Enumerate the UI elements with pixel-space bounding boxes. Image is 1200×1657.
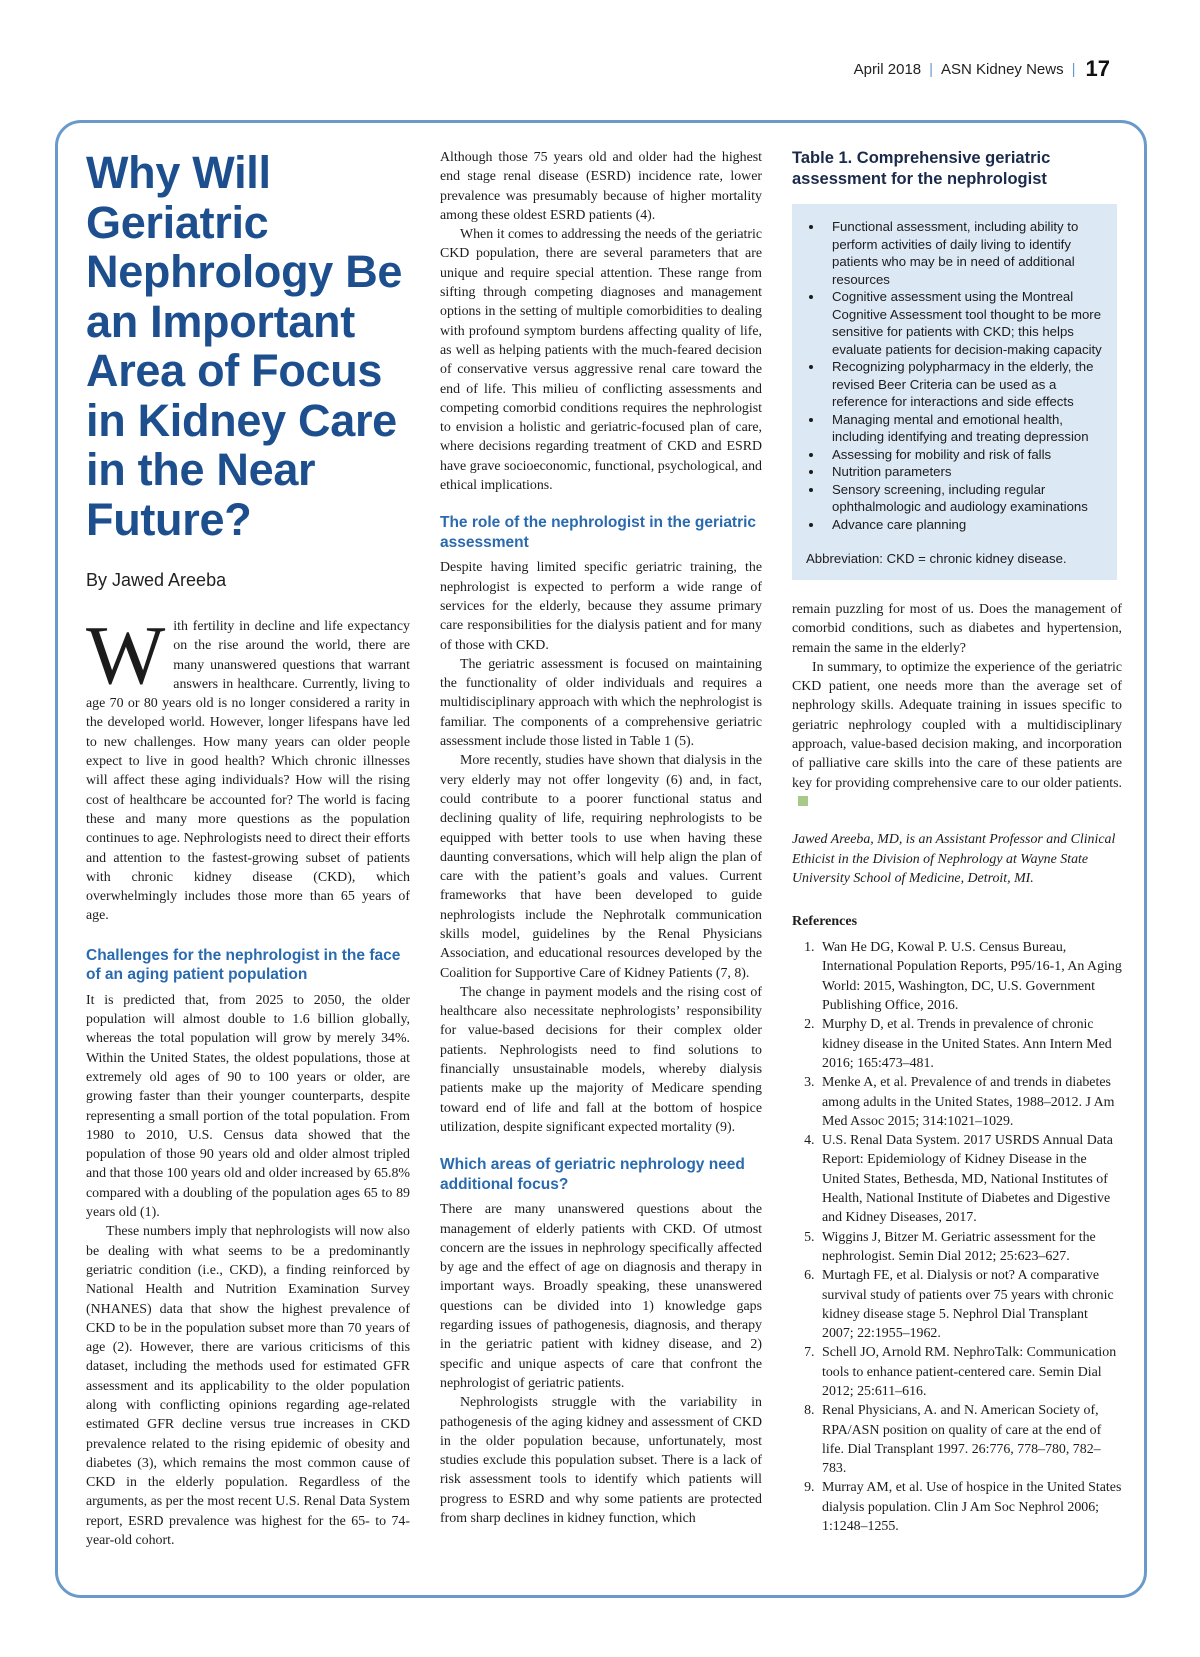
author-bio: Jawed Areeba, MD, is an Assistant Professor and Clinical Ethicist in the Division of Nephrology at Wayne State University School of Medicine, Detroit, MI.: [792, 832, 1116, 886]
reference-item: 3. Menke A, et al. Prevalence of and trends in diabetes among adults in the United States, 1988–2012. J Am Med Assoc 2015; 314:1021–1029.: [818, 1073, 1122, 1131]
paragraph: Although those 75 years old and older had the highest end stage renal disease (ESRD) incidence rate, lower prevalence was presumably because of higher mortality among these oldest ESRD patients (4).: [440, 150, 762, 223]
table-item: • Advance care planning: [824, 516, 1103, 534]
reference-item: 4. U.S. Renal Data System. 2017 USRDS Annual Data Report: Epidemiology of Kidney Disease in the United States, Bethesda, MD, National Institutes of Health, National Institute of Diabetes and Digestive and Kidney Diseases, 2017.: [818, 1131, 1122, 1227]
reference-item: 2. Murphy D, et al. Trends in prevalence of chronic kidney disease in the United States. Ann Intern Med 2016; 165:473–481.: [818, 1015, 1122, 1073]
page-number: 17: [1085, 56, 1110, 81]
article-title: Why Will Geriatric Nephrology Be an Important Area of Focus in Kidney Care in the Near Future?: [86, 147, 403, 545]
section-heading-challenges: Challenges for the nephrologist in the face of an aging patient population: [86, 946, 401, 984]
reference-item: 8. Renal Physicians, A. and N. American Society of, RPA/ASN position on quality of care at the end of life. Dial Transplant 1997. 26:776, 778–780, 782–783.: [818, 1401, 1122, 1478]
paragraph: The geriatric assessment is focused on maintaining the functionality of older individuals and requires a multidisciplinary approach with which the nephrologist is familiar. The components of a comprehensive geriatric assessment include those listed in Table 1 (5).: [440, 656, 762, 750]
table-item: • Assessing for mobility and risk of falls: [824, 446, 1103, 464]
table-item: • Nutrition parameters: [824, 463, 1103, 481]
table-1-list: [806, 218, 1103, 533]
header-separator: |: [929, 60, 934, 78]
column-3: [792, 148, 1122, 1536]
section-heading-role: The role of the nephrologist in the geriatric assessment: [440, 514, 757, 551]
publication-name: ASN Kidney News: [941, 60, 1064, 78]
reference-item: 1. Wan He DG, Kowal P. U.S. Census Bureau, International Population Reports, P95/16-1, An Aging World: 2015, Washington, DC, U.S. Government Publishing Office, 2016.: [818, 938, 1122, 1015]
references-heading: References: [792, 914, 858, 930]
paragraph: More recently, studies have shown that dialysis in the very elderly may not offer longevity (6) and, in fact, could contribute to a poorer functional status and declining quality of life, requiring nephrologists to be equipped with better tools to use when having these daunting conversations, which will help align the plan of care with the patient’s goals and values. Current frameworks that have been developed to guide nephrologists include the Nephrotalk communication skills model, guidelines by the Renal Physicians Association, and educational resources developed by the Coalition for Supportive Care of Kidney Patients (7, 8).: [440, 753, 762, 981]
table-item: • Functional assessment, including ability to perform activities of daily living to identify patients who may be in need of additional resources: [824, 218, 1103, 288]
section-heading-focus: Which areas of geriatric nephrology need additional focus?: [440, 1156, 745, 1193]
header-separator: |: [1071, 60, 1076, 78]
reference-item: 5. Wiggins J, Bitzer M. Geriatric assessment for the nephrologist. Semin Dial 2012; 25:623–627.: [818, 1228, 1122, 1267]
column-2: [440, 148, 762, 1528]
table-1-box: [792, 204, 1117, 580]
table-abbreviation: Abbreviation: CKD = chronic kidney disease.: [806, 551, 1067, 566]
paragraph: The change in payment models and the rising cost of healthcare also necessitate nephrologists’ responsibility for value-based decisions for their complex older patients. Nephrologists need to find solutions to financially unsustainable models, whereby dialysis patients make up the majority of Medicare spending toward end of life and fall at the bottom of hospice utilization, despite significant expected mortality (9).: [440, 984, 762, 1135]
paragraph: It is predicted that, from 2025 to 2050, the older population will almost double to 1.6 billion globally, whereas the total population will grow by merely 34%. Within the United States, the oldest populations, those at extremely old ages of 90 to 100 years or older, are growing faster than their younger counterparts, despite representing a small portion of the total population. From 1980 to 2010, U.S. Census data showed that the population of those 90 years old and older almost tripled and that those 100 years old and older increased by 65.8% compared with a doubling of the population ages 65 to 89 years old (1).: [86, 992, 410, 1221]
summary-text: In summary, to optimize the experience of the geriatric CKD patient, one needs more than the average set of nephrology skills. Adequate training in issues specific to geriatric nephrology coupled with a multidisciplinary approach, value-based decision making, and incorporation of palliative care skills into the care of these patients are key for providing comprehensive care to our older patients.: [792, 659, 1122, 791]
paragraph: When it comes to addressing the needs of the geriatric CKD population, there are several parameters that are unique and require special attention. These range from sifting through competing diagnoses and management options in the setting of multiple comorbidities to dealing with profound symptom burdens affecting quality of life, as well as helping patients with the much-feared decision of conservative versus aggressive renal care toward the end of life. This milieu of conflicting assessments and competing comorbid conditions requires the nephrologist to envision a holistic and geriatric-focused plan of care, where decisions regarding treatment of CKD and ESRD have grave socioeconomic, functional, psychological, and ethical implications.: [440, 227, 762, 494]
paragraph: These numbers imply that nephrologists will now also be dealing with what seems to be a predominantly geriatric condition (i.e., CKD), a finding reinforced by National Health and Nutrition Examination Survey (NHANES) data that show the highest prevalence of CKD to be in the population subset more than 70 years of age (2). However, there are various criticisms of this dataset, including the methods used for estimated GFR assessment and its applicability to the older population along with conflicting opinions regarding age-related estimated GFR decline versus true increases in CKD prevalence related to the rising epidemic of obesity and diabetes (3), which remains the most common cause of CKD in the elderly population. Regardless of the arguments, as per the most recent U.S. Renal Data System report, ESRD prevalence was highest for the 65- to 74-year-old cohort.: [86, 1224, 410, 1549]
paragraph: There are many unanswered questions about the management of elderly patients with CKD. Of utmost concern are the issues in nephrology specifically affected by age and the effect of age on diagnosis and therapy in important ways. Broadly speaking, these unanswered questions can be divided into 1) knowledge gaps regarding issues of pathogenesis, diagnosis, and therapy in the geriatric patient with kidney disease, and 2) specific and unique aspects of care that confront the nephrologist of geriatric patients.: [440, 1202, 762, 1391]
reference-item: 7. Schell JO, Arnold RM. NephroTalk: Communication tools to enhance patient-centered care. Semin Dial 2012; 25:611–616.: [818, 1343, 1122, 1401]
reference-item: 9. Murray AM, et al. Use of hospice in the United States dialysis population. Clin J Am Soc Nephrol 2006; 1:1248–1255.: [818, 1478, 1122, 1536]
references-list: [792, 938, 1122, 1536]
paragraph: Nephrologists struggle with the variability in pathogenesis of the aging kidney and assessment of CKD in the older population because, unfortunately, most studies exclude this population subset. There is a lack of risk assessment tools to identify which patients will progress to ESRD and why some patients are protected from sharp declines in kidney function, which: [440, 1395, 762, 1526]
table-item: • Recognizing polypharmacy in the elderly, the revised Beer Criteria can be used as a reference for interactions and side effects: [824, 358, 1103, 411]
lead-paragraph: ith fertility in decline and life expectancy on the rise around the world, there are many unanswered questions that warrant answers in healthcare. Currently, living to age 70 or 80 years old is no longer considered a rarity in the developed world. However, longer lifespans have led to new challenges. How many years can older people expect to live in good health? Which chronic illnesses will affect these aging individuals? How will the rising cost of healthcare be accounted for? The world is facing these and many more questions as the population continues to age. Nephrologists need to direct their efforts and attention to the fastest-growing subset of patients with chronic kidney disease (CKD), which overwhelmingly includes those more than 65 years of age.: [86, 619, 410, 924]
end-of-article-mark: [798, 796, 808, 806]
drop-cap: W: [86, 609, 166, 702]
table-item: • Managing mental and emotional health, including identifying and treating depression: [824, 411, 1103, 446]
byline: By Jawed Areeba: [86, 570, 227, 590]
table-item: • Sensory screening, including regular ophthalmologic and audiology examinations: [824, 481, 1103, 516]
page-header: [854, 56, 1110, 82]
table-item: • Cognitive assessment using the Montreal Cognitive Assessment tool thought to be more sensitive for patients with CKD; this helps evaluate patients for decision-making capacity: [824, 288, 1103, 358]
lead-paragraph-wrap: [86, 609, 410, 926]
summary-paragraph: [792, 658, 1122, 812]
reference-item: 6. Murtagh FE, et al. Dialysis or not? A comparative survival study of patients over 75 years with chronic kidney disease stage 5. Nephrol Dial Transplant 2007; 22:1955–1962.: [818, 1266, 1122, 1343]
table-title: Table 1. Comprehensive geriatric assessment for the nephrologist: [792, 149, 1051, 188]
paragraph: Despite having limited specific geriatric training, the nephrologist is expected to perform a wide range of services for the elderly, because they assume primary care responsibilities for the dialysis patient and for many of those with CKD.: [440, 560, 762, 653]
paragraph: remain puzzling for most of us. Does the management of comorbid conditions, such as diabetes and hypertension, remain the same in the elderly?: [792, 602, 1122, 656]
issue-date: April 2018: [853, 60, 922, 78]
column-1: [86, 148, 410, 1550]
